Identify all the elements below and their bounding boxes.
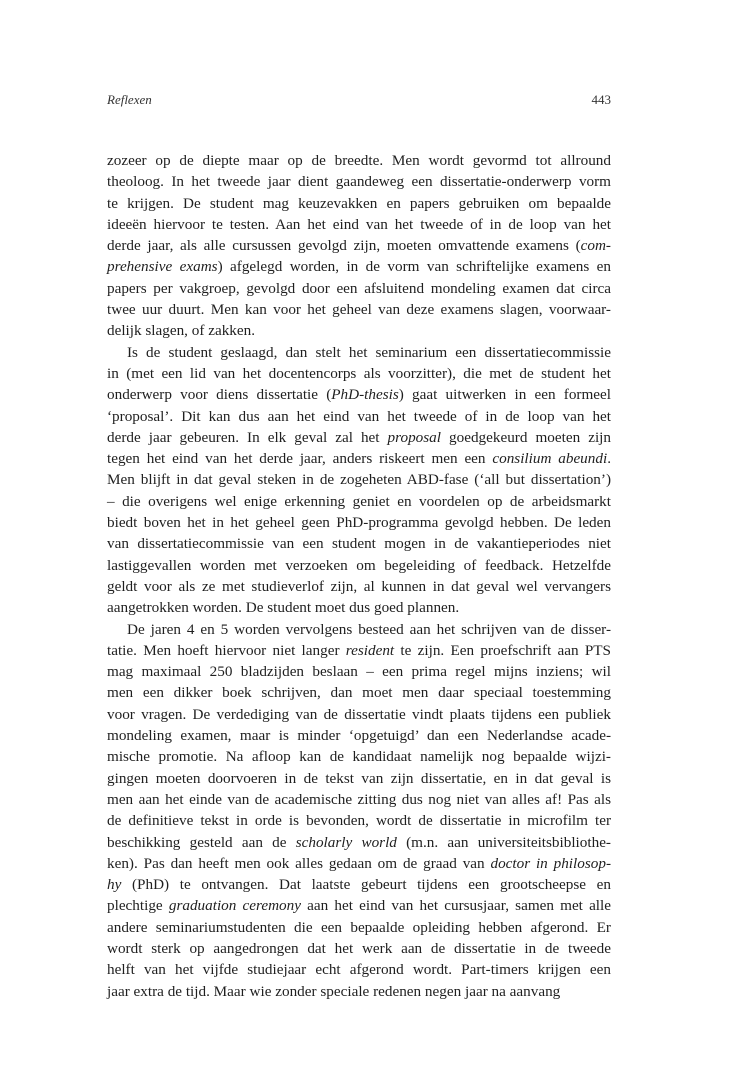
text-line bbox=[107, 725, 611, 746]
italic-text: consilium abeundi bbox=[492, 450, 608, 468]
text-run: (m.n. aan universiteitsbibliothe- bbox=[396, 833, 611, 851]
text-run: gingen moeten doorvoeren in de tekst van zijn dissertatie, en in dat geval is bbox=[107, 769, 611, 787]
italic-text: prehensive exams bbox=[107, 258, 218, 276]
italic-text: proposal bbox=[387, 428, 441, 446]
text-run: andere seminariumstudenten die een bepaalde opleiding hebben afgerond. Er bbox=[107, 918, 611, 936]
text-line bbox=[107, 682, 611, 703]
text-line bbox=[107, 576, 611, 597]
text-run: – die overigens wel enige erkenning geniet en voordelen op de arbeidsmarkt bbox=[107, 492, 611, 510]
text-run: mische promotie. Na afloop kan de kandidaat namelijk nog bepaalde wijzi- bbox=[107, 748, 611, 766]
text-line bbox=[107, 320, 611, 341]
text-line bbox=[107, 150, 611, 171]
text-line bbox=[107, 959, 611, 980]
text-line bbox=[107, 384, 611, 405]
text-line bbox=[107, 789, 611, 810]
running-head-title: Reflexen bbox=[107, 92, 152, 107]
text-run: Men blijft in dat geval steken in de zogeheten ABD-fase (‘all but dissertation’) bbox=[107, 471, 611, 489]
text-line bbox=[107, 704, 611, 725]
text-line bbox=[107, 853, 611, 874]
text-line bbox=[107, 235, 611, 256]
text-line bbox=[107, 533, 611, 554]
text-run: beschikking gesteld aan de bbox=[107, 833, 296, 851]
text-line bbox=[107, 491, 611, 512]
paragraph bbox=[107, 619, 611, 1002]
text-run: Is de student geslaagd, dan stelt het seminarium een dissertatiecommissie bbox=[127, 343, 611, 361]
text-line bbox=[107, 874, 611, 895]
text-run: jaar extra de tijd. Maar wie zonder speciale redenen negen jaar na aanvang bbox=[107, 982, 561, 1000]
italic-text: com- bbox=[580, 237, 611, 255]
text-run: onderwerp voor diens dissertatie ( bbox=[107, 386, 332, 404]
text-run: tatie. Men hoeft hiervoor niet langer bbox=[107, 641, 346, 659]
text-run: geldt voor als ze met studieverlof zijn, al kunnen in dat geval wel vervangers bbox=[107, 577, 611, 595]
text-line bbox=[107, 597, 611, 618]
text-line bbox=[107, 171, 611, 192]
text-run: te krijgen. De student mag keuzevakken en papers gebruiken om bepaalde bbox=[107, 194, 611, 212]
text-line bbox=[107, 746, 611, 767]
text-line bbox=[107, 810, 611, 831]
text-line bbox=[107, 917, 611, 938]
text-line bbox=[107, 832, 611, 853]
text-run: ) gaat uitwerken in een formeel bbox=[398, 386, 611, 404]
text-line bbox=[107, 214, 611, 235]
italic-text: PhD-thesis bbox=[331, 386, 399, 404]
text-line bbox=[107, 299, 611, 320]
text-run: goedgekeurd moeten zijn bbox=[440, 428, 611, 446]
text-run: aan het eind van het cursusjaar, samen met alle bbox=[300, 897, 611, 915]
text-run: voor vragen. De verdediging van de dissertatie vindt plaats tijdens een publiek bbox=[107, 705, 611, 723]
text-run: theoloog. In het tweede jaar dient gaandeweg een dissertatie-onderwerp vorm bbox=[107, 173, 611, 191]
text-line bbox=[107, 661, 611, 682]
text-run: helft van het vijfde studiejaar echt afgerond wordt. Part-timers krijgen een bbox=[107, 961, 611, 979]
text-run: De jaren 4 en 5 worden vervolgens besteed aan het schrijven van de disser- bbox=[127, 620, 611, 638]
text-line bbox=[107, 406, 611, 427]
text-line bbox=[107, 512, 611, 533]
text-run: van dissertatiecommissie van een student mogen in de vakantieperiodes niet bbox=[107, 535, 611, 553]
text-line bbox=[107, 555, 611, 576]
text-line bbox=[107, 981, 611, 1002]
running-head bbox=[107, 92, 611, 108]
text-run: zozeer op de diepte maar op de breedte. Men wordt gevormd tot allround bbox=[107, 152, 611, 169]
text-line bbox=[107, 193, 611, 214]
italic-text: graduation ceremony bbox=[168, 897, 301, 915]
text-run: mag maximaal 250 bladzijden beslaan – een prima regel mijns inziens; wil bbox=[107, 663, 611, 681]
text-run: lastiggevallen worden met verzoeken om begeleiding of feedback. Hetzelfde bbox=[107, 556, 611, 574]
text-run: . bbox=[607, 450, 611, 468]
text-run: wordt sterk op aangedrongen dat het werk aan de dissertatie in de tweede bbox=[107, 939, 611, 957]
text-run: (PhD) te ontvangen. Dat laatste gebeurt tijdens een grootscheepse en bbox=[121, 876, 611, 894]
paragraph bbox=[107, 342, 611, 619]
italic-text: hy bbox=[107, 876, 122, 894]
text-run: mondeling examen, maar is minder ‘opgetuigd’ dan een Nederlandse acade- bbox=[107, 727, 611, 745]
text-line bbox=[107, 768, 611, 789]
text-run: ken). Pas dan heeft men ook alles gedaan om de graad van bbox=[107, 854, 491, 872]
text-run: de definitieve tekst in orde is bevonden, wordt de dissertatie in microfilm ter bbox=[107, 812, 611, 830]
text-line bbox=[107, 938, 611, 959]
italic-text: doctor in philosop- bbox=[490, 854, 611, 872]
text-run: ideeën hiervoor te testen. Aan het eind van het tweede of in de loop van het bbox=[107, 215, 611, 233]
text-run: men een dikker boek schrijven, dan moet men daar speciaal toestemming bbox=[107, 684, 611, 702]
italic-text: scholarly world bbox=[295, 833, 397, 851]
text-run: delijk slagen, of zakken. bbox=[107, 322, 256, 340]
paragraph bbox=[107, 150, 611, 342]
text-run: ) afgelegd worden, in de vorm van schriftelijke examens en bbox=[217, 258, 611, 276]
text-line bbox=[107, 363, 611, 384]
text-run: twee uur duurt. Men kan voor het geheel van deze examens slagen, voorwaar- bbox=[107, 301, 611, 319]
text-run: derde jaar, als alle cursussen gevolgd zijn, moeten omvattende examens ( bbox=[107, 237, 581, 255]
text-line bbox=[107, 256, 611, 277]
text-line bbox=[107, 619, 611, 640]
text-line bbox=[107, 278, 611, 299]
text-run: derde jaar gebeuren. In elk geval zal het bbox=[107, 428, 388, 446]
text-line bbox=[107, 427, 611, 448]
text-line bbox=[107, 342, 611, 363]
text-line bbox=[107, 448, 611, 469]
text-run: men aan het einde van de academische zitting dus nog niet van alles af! Pas als bbox=[107, 790, 611, 808]
text-line bbox=[107, 895, 611, 916]
text-run: papers per vakgroep, gevolgd door een afsluitend mondeling examen dat circa bbox=[107, 279, 611, 297]
italic-text: resident bbox=[345, 641, 395, 659]
text-run: in (met een lid van het docentencorps als voorzitter), die met de student het bbox=[107, 364, 611, 382]
text-run: te zijn. Een proefschrift aan PTS bbox=[394, 641, 612, 659]
page-number: 443 bbox=[591, 92, 611, 107]
text-run: biedt boven het in het geheel geen PhD-programma gevolgd hebben. De leden bbox=[107, 514, 611, 532]
text-run: ‘proposal’. Dit kan dus aan het eind van het tweede of in de loop van het bbox=[107, 407, 611, 425]
text-run: tegen het eind van het derde jaar, anders riskeert men een bbox=[107, 450, 493, 468]
text-run: plechtige bbox=[107, 897, 169, 915]
text-run: aangetrokken worden. De student moet dus goed plannen. bbox=[107, 599, 460, 617]
text-line bbox=[107, 469, 611, 490]
text-line bbox=[107, 640, 611, 661]
body-text bbox=[107, 150, 611, 1002]
